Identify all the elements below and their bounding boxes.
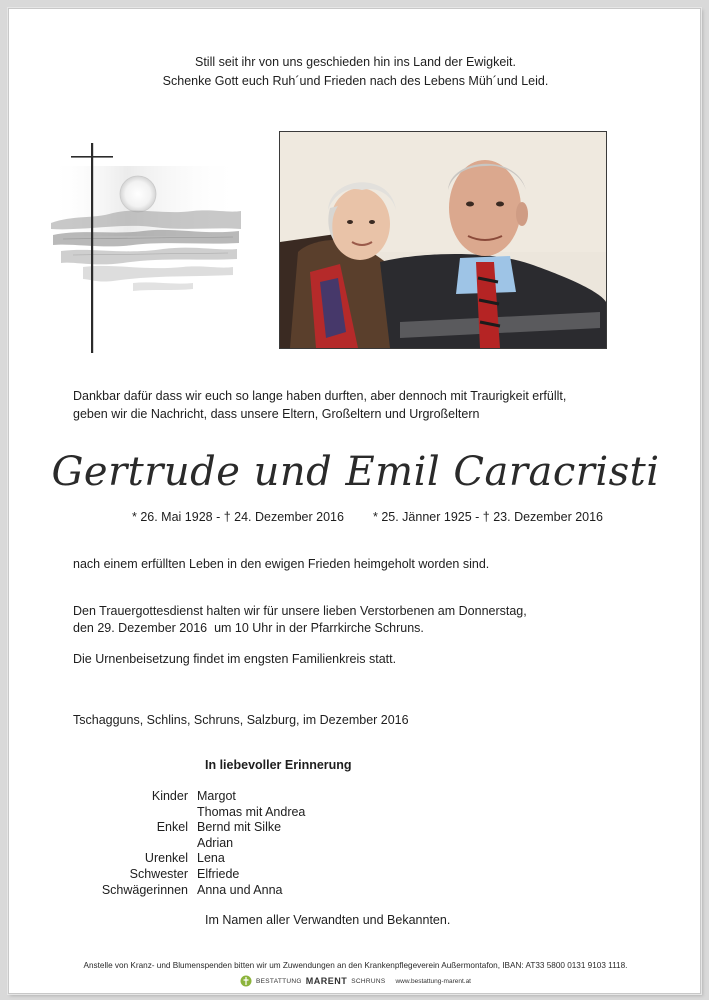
family-row [69, 820, 469, 836]
service-line-2: den 29. Dezember 2016 um 10 Uhr in der Pfarrkirche Schruns. [73, 621, 424, 635]
brand-prefix: BESTATTUNG [256, 977, 302, 985]
family-row [69, 867, 469, 883]
service-text [73, 603, 527, 637]
service-line-1: Den Trauergottesdienst halten wir für unsere lieben Verstorbenen am Donnerstag, [73, 604, 527, 618]
family-role [69, 805, 197, 821]
brand-name: MARENT [305, 976, 348, 986]
family-member: Adrian [197, 835, 234, 850]
intro-line-2: geben wir die Nachricht, dass unsere Eltern, Großeltern und Urgroßeltern [73, 407, 480, 421]
couple-photo [279, 131, 607, 349]
intro-line-1: Dankbar dafür dass wir euch so lange haben durften, aber dennoch mit Traurigkeit erfüllt, [73, 389, 567, 403]
obituary-sheet [8, 8, 701, 994]
leaf-icon [240, 975, 252, 987]
dates-gertrude: * 26. Mai 1928 - † 24. Dezember 2016 [132, 510, 344, 524]
memorial-heading: In liebevoller Erinnerung [205, 758, 352, 772]
family-role: Urenkel [144, 851, 188, 866]
brand-url[interactable]: www.bestattung-marent.at [395, 977, 471, 985]
closing-text: Im Namen aller Verwandten und Bekannten. [205, 913, 451, 927]
family-row [69, 851, 469, 867]
family-role: Kinder [151, 789, 188, 803]
family-role: Schwägerinnen [101, 882, 188, 897]
brand-location: SCHRUNS [351, 977, 386, 985]
family-member: Bernd mit Silke [197, 820, 282, 835]
family-role: Schwester [129, 866, 188, 881]
place-date: Tschagguns, Schlins, Schruns, Salzburg, im Dezember 2016 [73, 713, 409, 727]
family-member: Anna und Anna [197, 882, 283, 897]
family-member: Lena [197, 851, 225, 866]
poem [9, 53, 702, 91]
poem-line-2: Schenke Gott euch Ruh´und Frieden nach des Lebens Müh´und Leid. [162, 74, 549, 88]
family-member: Margot [197, 789, 236, 803]
deceased-names: Gertrude und Emil Caracristi [51, 449, 660, 495]
family-row [69, 789, 469, 805]
funeral-home-brand [9, 975, 702, 987]
urn-text: Die Urnenbeisetzung findet im engsten Familienkreis statt. [73, 652, 397, 666]
family-list [69, 789, 469, 898]
family-role [69, 836, 197, 852]
family-row [69, 883, 469, 899]
peace-text: nach einem erfüllten Leben in den ewigen Frieden heimgeholt worden sind. [73, 557, 490, 571]
dates-emil: * 25. Jänner 1925 - † 23. Dezember 2016 [373, 510, 604, 524]
cross-landscape-icon [43, 131, 243, 353]
poem-line-1: Still seit ihr von uns geschieden hin ins Land der Ewigkeit. [194, 55, 516, 69]
family-role: Enkel [156, 820, 188, 835]
donation-note: Anstelle von Kranz- und Blumenspenden bitten wir um Zuwendungen an den Krankenpflegeverein Außermontafon, IBAN: AT33 5800 0131 9103 1118. [83, 961, 628, 970]
family-member: Elfriede [197, 866, 240, 881]
family-row [69, 836, 469, 852]
family-member: Thomas mit Andrea [197, 804, 306, 819]
family-row [69, 805, 469, 821]
intro-text [73, 387, 653, 423]
